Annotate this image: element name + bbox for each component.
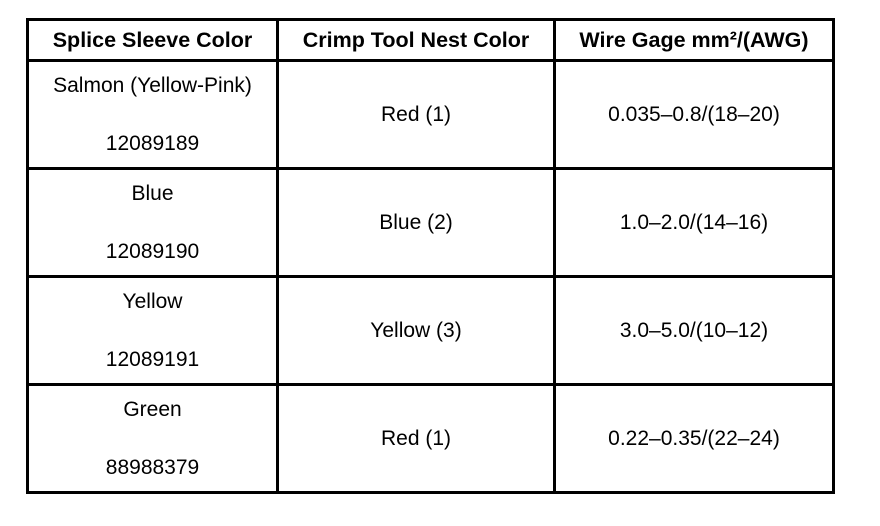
cell-crimp-tool-nest-color: Red (1): [278, 385, 555, 493]
sleeve-color-label: Yellow: [122, 289, 183, 313]
cell-crimp-tool-nest-color: Red (1): [278, 61, 555, 169]
cell-splice-sleeve-color: [28, 277, 278, 385]
sleeve-part-number: 12089191: [105, 347, 200, 371]
column-header-crimp-tool-nest-color: Crimp Tool Nest Color: [278, 20, 555, 61]
cell-splice-sleeve-color: [28, 169, 278, 277]
cell-splice-sleeve-color: [28, 385, 278, 493]
sleeve-color-label: Salmon (Yellow-Pink): [53, 73, 252, 97]
table-header-row: [28, 20, 834, 61]
sleeve-color-label: Green: [123, 397, 182, 421]
table-row: [28, 169, 834, 277]
column-header-splice-sleeve-color: Splice Sleeve Color: [28, 20, 278, 61]
table-body: [28, 61, 834, 493]
table-header: [28, 20, 834, 61]
sleeve-part-number: 12089189: [105, 131, 200, 155]
cell-splice-sleeve-color: [28, 61, 278, 169]
cell-crimp-tool-nest-color: Yellow (3): [278, 277, 555, 385]
cell-wire-gage: 0.035–0.8/(18–20): [555, 61, 834, 169]
column-header-wire-gage: Wire Gage mm²/(AWG): [555, 20, 834, 61]
splice-sleeve-specification-table: [26, 18, 835, 494]
sleeve-part-number: 88988379: [105, 455, 200, 479]
cell-crimp-tool-nest-color: Blue (2): [278, 169, 555, 277]
table-row: [28, 61, 834, 169]
cell-wire-gage: 0.22–0.35/(22–24): [555, 385, 834, 493]
table-row: [28, 385, 834, 493]
sleeve-part-number: 12089190: [105, 239, 200, 263]
cell-wire-gage: 1.0–2.0/(14–16): [555, 169, 834, 277]
table-row: [28, 277, 834, 385]
cell-wire-gage: 3.0–5.0/(10–12): [555, 277, 834, 385]
sleeve-color-label: Blue: [131, 181, 174, 205]
